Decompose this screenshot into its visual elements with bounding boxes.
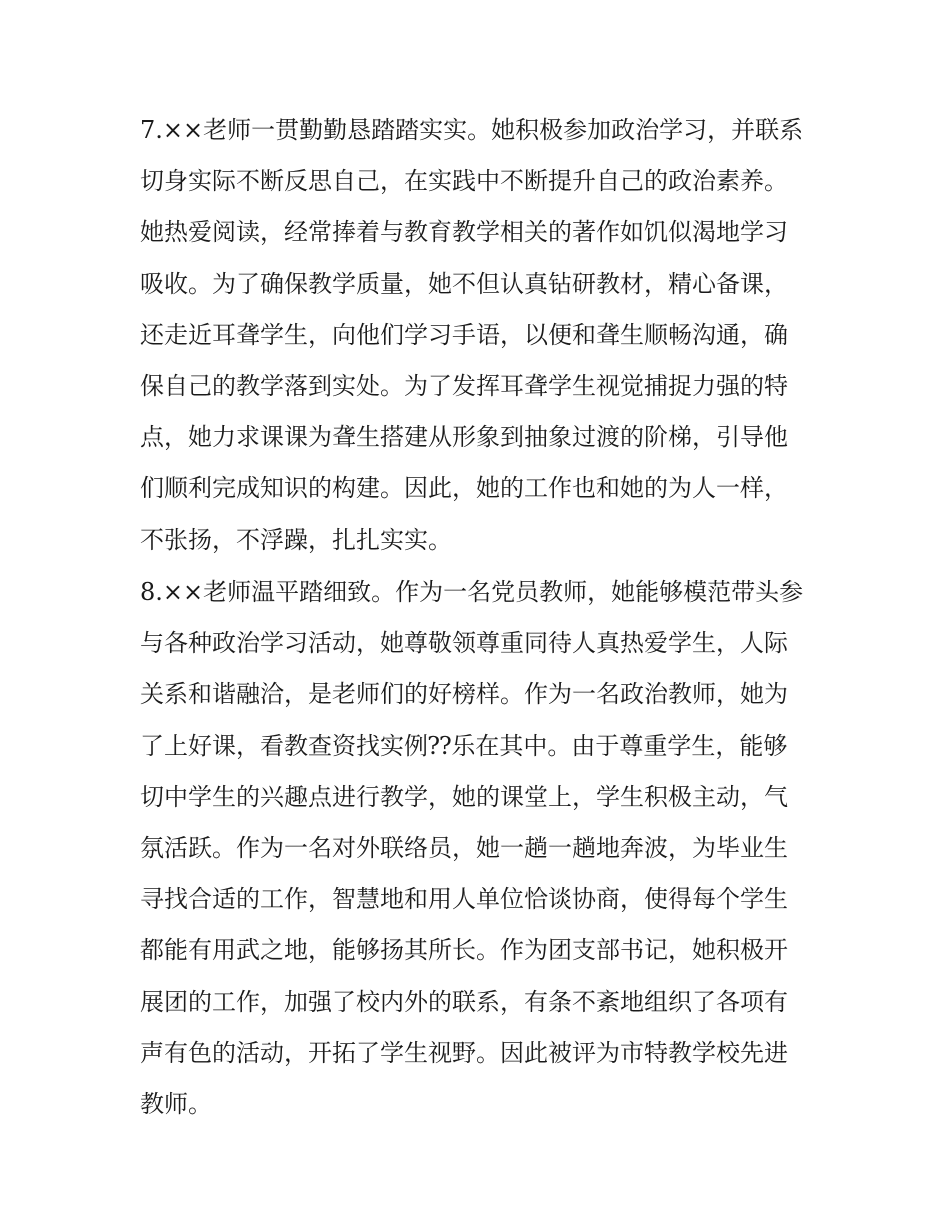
paragraph-line: 氛活跃。作为一名对外联络员，她一趟一趟地奔波，为毕业生 — [140, 833, 788, 862]
paragraph-8 — [140, 567, 820, 1130]
paragraph-7 — [140, 105, 820, 566]
paragraph-line: 与各种政治学习活动，她尊敬领尊重同待人真热爱学生，人际 — [140, 629, 788, 658]
paragraph-line: 教师。 — [140, 1089, 212, 1118]
paragraph-line: 不张扬，不浮躁，扎扎实实。 — [140, 525, 452, 554]
paragraph-line: 们顺利完成知识的构建。因此，她的工作也和她的为人一样， — [140, 474, 788, 503]
paragraph-line: 她热爱阅读，经常捧着与教育教学相关的著作如饥似渴地学习 — [140, 218, 788, 247]
paragraph-line: 展团的工作，加强了校内外的联系，有条不紊地组织了各项有 — [140, 987, 788, 1016]
paragraph-line: 都能有用武之地，能够扬其所长。作为团支部书记，她积极开 — [140, 936, 788, 965]
paragraph-line: 7.××老师一贯勤勤恳踏踏实实。她积极参加政治学习，并联系 — [140, 116, 804, 144]
paragraph-line: 声有色的活动，开拓了学生视野。因此被评为市特教学校先进 — [140, 1038, 788, 1067]
paragraph-line: 还走近耳聋学生，向他们学习手语，以便和聋生顺畅沟通，确 — [140, 320, 788, 349]
paragraph-line: 点，她力求课课为聋生搭建从形象到抽象过渡的阶梯，引导他 — [140, 423, 788, 452]
paragraph-line: 切身实际不断反思自己，在实践中不断提升自己的政治素养。 — [140, 167, 788, 196]
paragraph-line: 寻找合适的工作，智慧地和用人单位恰谈协商，使得每个学生 — [140, 885, 788, 914]
paragraph-line: 关系和谐融洽，是老师们的好榜样。作为一名政治教师，她为 — [140, 680, 788, 709]
paragraph-line: 切中学生的兴趣点进行教学，她的课堂上，学生积极主动，气 — [140, 782, 788, 811]
paragraph-line: 了上好课，看教查资找实例⁇乐在其中。由于尊重学生，能够 — [140, 731, 788, 760]
paragraph-line: 8.××老师温平踏细致。作为一名党员教师，她能够模范带头参 — [140, 578, 804, 606]
paragraph-line: 吸收。为了确保教学质量，她不但认真钻研教材，精心备课， — [140, 269, 788, 298]
paragraph-line: 保自己的教学落到实处。为了发挥耳聋学生视觉捕捉力强的特 — [140, 371, 788, 400]
